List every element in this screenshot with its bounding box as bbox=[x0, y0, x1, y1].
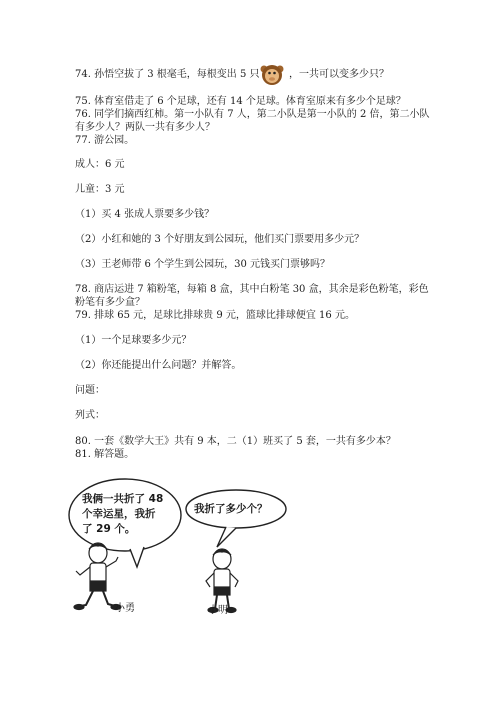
question-77-part1: （1）买 4 张成人票要多少钱？ bbox=[75, 209, 215, 220]
name-label-xiaoyong: 小勇 bbox=[115, 603, 135, 614]
question-79-part2: （2）你还能提出什么问题？并解答。 bbox=[75, 360, 242, 371]
question-label: 问题： bbox=[75, 385, 105, 396]
question-77: 77. 游公园。 bbox=[75, 135, 135, 146]
formula-label: 列式： bbox=[75, 410, 105, 421]
speech-bubble-right bbox=[186, 490, 286, 547]
question-77-part2: （2）小红和她的 3 个好朋友到公园玩，他们买门票要用多少元？ bbox=[75, 234, 365, 245]
child-price: 儿童：3 元 bbox=[75, 184, 125, 195]
question-78-line2: 粉笔有多少盒？ bbox=[75, 297, 145, 308]
question-74-after bbox=[289, 68, 389, 81]
question-74-text-after: ，一共可以变多少只？ bbox=[289, 69, 389, 80]
bubble-left-line1: 我俩一共折了 48 bbox=[82, 493, 164, 505]
boy-xiaoyong-figure bbox=[74, 543, 121, 610]
question-75: 75. 体育室借走了 6 个足球，还有 14 个足球。体育室原来有多少个足球？ bbox=[75, 96, 406, 107]
question-76-line2: 有多少人？两队一共有多少人？ bbox=[75, 122, 215, 133]
bubble-left-line2: 个幸运星，我折 bbox=[82, 508, 156, 520]
adult-price: 成人：6 元 bbox=[75, 159, 125, 170]
question-78-line1: 78. 商店运进 7 箱粉笔，每箱 8 盒，其中白粉笔 30 盒，其余是彩色粉笔，彩色 bbox=[75, 284, 429, 295]
dialogue-illustration bbox=[60, 475, 300, 625]
monkey-icon bbox=[259, 60, 285, 86]
question-76-line1: 76. 同学们摘西红柿。第一小队有 7 人，第二小队是第一小队的 2 倍，第二小队 bbox=[75, 109, 430, 120]
question-79-part1: （1）一个足球要多少元？ bbox=[75, 335, 192, 346]
bubble-right-text: 我折了多少个？ bbox=[194, 503, 268, 515]
question-74 bbox=[75, 68, 260, 81]
question-81: 81. 解答题。 bbox=[75, 449, 135, 460]
name-label-xiaoming: 小明 bbox=[208, 605, 228, 616]
bubble-left-line3: 了 29 个。 bbox=[82, 523, 136, 535]
question-74-text-before: 74. 孙悟空拔了 3 根毫毛，每根变出 5 只 bbox=[75, 69, 260, 80]
question-80: 80. 一套《数学大王》共有 9 本，二（1）班买了 5 套，一共有多少本？ bbox=[75, 436, 396, 447]
question-77-part3: （3）王老师带 6 个学生到公园玩，30 元钱买门票够吗？ bbox=[75, 259, 330, 270]
question-79: 79. 排球 65 元，足球比排球贵 9 元，篮球比排球便宜 16 元。 bbox=[75, 310, 355, 321]
